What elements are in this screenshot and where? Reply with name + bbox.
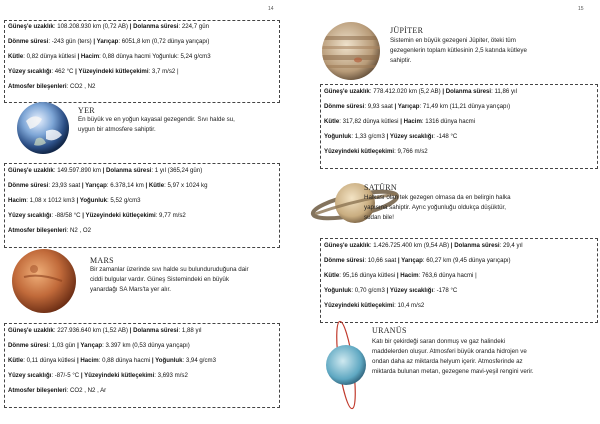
description-line: ondan daha az miktarda helyum içerir. Atmosferinde az <box>372 358 523 365</box>
fact-value: : 3,693 m/s2 <box>154 372 188 380</box>
fact-value: : -87/-5 °C <box>51 372 81 380</box>
fact-label: Atmosfer bileşenleri <box>8 387 67 395</box>
fact-label: Yoğunluk <box>324 133 352 141</box>
fact-label: Dönme süresi <box>8 38 49 46</box>
fact-label: | Yarıçap <box>77 342 103 350</box>
fact-label: | Yoğunluk <box>151 357 183 365</box>
fact-value: : CO2 , N2 <box>66 83 96 91</box>
right-page <box>300 0 600 424</box>
fact-value: : -148 °C <box>433 133 458 141</box>
jupiter-image <box>320 20 382 82</box>
fact-label: Atmosfer bileşenleri <box>8 227 67 235</box>
mars-description <box>90 265 249 295</box>
fact-value: : 462 °C <box>51 68 76 76</box>
fact-value: : 1.426.725.400 km (9,54 AB) <box>369 242 451 249</box>
description-line: yanardağı SA Mars'ta yer alır. <box>90 286 171 293</box>
fact-label: | Hacim <box>76 357 99 365</box>
description-line: uygun bir atmosfere sahiptir. <box>78 126 156 133</box>
fact-label: | Yarıçap <box>81 182 107 190</box>
fact-line <box>8 198 276 204</box>
fact-value: : 763,6 dünya hacmi | <box>418 272 477 280</box>
description-line: Bir zamanlar üzerinde sıvı halde su bulunduruduğuna dair <box>90 266 249 273</box>
description-line: miktarda bulunan metan, gezegene mavi-yeşil rengini verir. <box>372 368 534 375</box>
fact-label: Kütle <box>324 118 340 126</box>
fact-value: : 1316 dünya hacmi <box>421 118 476 126</box>
fact-label: | Dolanma süresi <box>129 327 179 334</box>
fact-label: Atmosfer bileşenleri <box>8 83 67 91</box>
fact-label: | Yüzeyindeki kütleçekimi <box>75 68 149 76</box>
fact-line <box>8 183 276 189</box>
fact-line <box>8 39 276 45</box>
fact-value: : CO2 , N2 , Ar <box>66 387 107 395</box>
fact-line <box>8 343 276 349</box>
fact-value: : -243 gün (ters) <box>48 38 94 46</box>
fact-label: | Yarıçap <box>394 103 420 111</box>
fact-line <box>8 168 276 174</box>
description-line: yapısına sahiptir. Ayrıc yoğunluğu oldukça düşüktür, <box>364 204 506 211</box>
fact-value: : 1,03 gün <box>48 342 78 350</box>
jupiter-title: JÜPİTER <box>390 26 424 35</box>
fact-label: | Hacim <box>77 53 100 61</box>
description-line: ciddi bulgular vardır. Güneş Sistemindeki en büyük <box>90 276 229 283</box>
fact-label: | Yüzeyindeki kütleçekimi <box>80 372 155 380</box>
fact-label: Kütle <box>8 357 24 365</box>
fact-value: : 9,77 m/s2 <box>155 212 186 220</box>
description-line: Halkası olan tek gezegen olmasa da en belirgin halka <box>364 194 511 201</box>
fact-label: Yoğunluk <box>324 287 352 295</box>
fact-line <box>8 388 276 394</box>
description-line: Katı bir çekirdeği saran donmuş ve gaz halindeki <box>372 338 506 345</box>
fact-line <box>8 328 276 334</box>
fact-value: : 71,49 km (11,21 dünya yarıçapı) <box>419 103 511 111</box>
fact-value: : 23,93 saat <box>48 182 82 190</box>
fact-label: | Yüzey sıcaklığı <box>386 287 434 295</box>
fact-value: : 3,94 g/cm3 <box>182 357 217 365</box>
fact-value: : 9,93 saat <box>364 103 395 111</box>
fact-value: : 0,88 dünya hacmi <box>98 357 152 365</box>
fact-value: : 95,16 dünya kütlesi <box>339 272 397 280</box>
earth-description <box>78 115 235 135</box>
fact-line <box>8 54 276 60</box>
venus-facts-box <box>4 20 280 103</box>
fact-label: | Yoğunluk <box>76 197 108 205</box>
fact-label: Hacim <box>8 197 27 205</box>
fact-label: Dönme süresi <box>8 182 49 190</box>
uranus-title: URANÜS <box>372 326 407 335</box>
saturn-description <box>364 193 511 223</box>
saturn-title: SATÜRN <box>364 183 397 192</box>
fact-line <box>8 228 276 234</box>
fact-value: : 9,766 m/s2 <box>394 148 428 156</box>
fact-label: Yüzey sıcaklığı <box>8 212 52 220</box>
fact-value: : 60,27 km (9,45 dünya yarıçapı) <box>422 257 511 265</box>
description-line: sudan bile! <box>364 214 394 221</box>
fact-line <box>8 84 276 90</box>
fact-label: Yüzeyindeki kütleçekimi <box>324 148 395 156</box>
fact-label: | Dolanma süresi <box>442 88 492 95</box>
fact-value: : 1,33 g/cm3 <box>351 133 387 141</box>
fact-value: : 317,82 dünya kütlesi <box>339 118 401 126</box>
fact-label: Kütle <box>8 53 24 61</box>
fact-label: Yüzey sıcaklığı <box>8 68 52 76</box>
earth-title: YER <box>78 106 95 115</box>
fact-label: Yüzeyindeki kütleçekimi <box>324 302 395 310</box>
fact-label: | Yarıçap <box>397 257 423 265</box>
mars-title: MARS <box>90 256 114 265</box>
page-number: 15 <box>578 6 584 12</box>
fact-label: | Hacim <box>396 272 419 280</box>
fact-value: : 5,52 g/cm3 <box>107 197 141 205</box>
fact-line <box>8 69 276 75</box>
fact-line <box>324 243 594 249</box>
earth-image <box>16 101 70 155</box>
fact-value: : -88/58 °C <box>51 212 83 220</box>
fact-value: : 108.208.930 km (0,72 AB) <box>53 23 130 30</box>
fact-value: : 1,88 yıl <box>178 327 202 334</box>
fact-label: | Yüzeyindeki kütleçekimi <box>82 212 156 220</box>
fact-value: : 1 yıl (365,24 gün) <box>151 167 203 174</box>
uranus-description <box>372 337 534 377</box>
description-line: Sistemin en büyük gezegeni Jüpiter, öteki tüm <box>390 37 516 44</box>
fact-line <box>8 24 276 30</box>
fact-line <box>8 358 276 364</box>
earth-facts-box <box>4 163 280 248</box>
fact-label: Güneş'e uzaklık <box>8 23 54 30</box>
description-line: sahiptir. <box>390 57 412 64</box>
fact-value: : N2 , O2 <box>66 227 91 235</box>
fact-value: : 3.397 km (0,53 dünya yarıçapı) <box>102 342 190 350</box>
fact-line <box>324 303 594 309</box>
fact-label: | Hacim <box>400 118 422 126</box>
fact-label: | Kütle <box>145 182 165 190</box>
fact-value: : 0,82 dünya kütlesi <box>23 53 78 61</box>
fact-value: : 224,7 gün <box>178 23 209 30</box>
fact-value: : 11,86 yıl <box>491 88 518 95</box>
fact-value: : 3,7 m/s2 | <box>148 68 179 76</box>
fact-label: | Yarıçap <box>93 38 119 46</box>
fact-label: Güneş'e uzaklık <box>8 327 54 334</box>
fact-label: | Dolanma süresi <box>129 23 179 30</box>
jupiter-facts-box <box>320 84 598 169</box>
description-line: En büyük ve en yoğun kayasal gezegendir. Sıvı halde su, <box>78 116 235 123</box>
fact-value: : 149.597.890 km <box>53 167 103 174</box>
fact-line <box>324 273 594 279</box>
fact-value: : 10,4 m/s2 <box>394 302 425 310</box>
fact-value: : -178 °C <box>433 287 458 295</box>
fact-label: Dönme süresi <box>8 342 49 350</box>
fact-value: : 227.936.640 km (1,52 AB) <box>53 327 130 334</box>
jupiter-description <box>390 36 527 66</box>
fact-value: : 29,4 yıl <box>499 242 523 249</box>
fact-label: Güneş'e uzaklık <box>324 242 370 249</box>
fact-label: | Yüzey sıcaklığı <box>386 133 434 141</box>
fact-value: : 10,66 saat <box>364 257 398 265</box>
page-number: 14 <box>268 6 274 12</box>
mars-facts-box <box>4 323 280 408</box>
fact-label: Yüzey sıcaklığı <box>8 372 52 380</box>
fact-value: : 1,08 x 1012 km3 <box>26 197 77 205</box>
uranus-image <box>318 318 374 412</box>
description-line: maddelerden oluşur. Atmosferi büyük oranda hidrojen ve <box>372 348 527 355</box>
fact-label: Kütle <box>324 272 340 280</box>
fact-line <box>324 134 594 140</box>
fact-label: | Dolanma süresi <box>450 242 500 249</box>
fact-label: Dönme süresi <box>324 257 365 265</box>
saturn-facts-box <box>320 238 598 323</box>
fact-value: : 5,97 x 1024 kg <box>164 182 208 190</box>
fact-line <box>8 213 276 219</box>
fact-value: : 0,70 g/cm3 <box>351 287 387 295</box>
fact-value: : 6.378,14 km <box>106 182 146 190</box>
fact-line <box>324 104 594 110</box>
fact-label: Güneş'e uzaklık <box>8 167 54 174</box>
fact-label: Güneş'e uzaklık <box>324 88 370 95</box>
fact-value: : 0,88 dünya hacmi Yoğunluk: 5,24 g/cm3 <box>99 53 211 61</box>
fact-label: Dönme süresi <box>324 103 365 111</box>
fact-line <box>324 258 594 264</box>
mars-image <box>10 247 78 315</box>
fact-value: : 778.412.020 km (5,2 AB) <box>369 88 443 95</box>
fact-line <box>324 119 594 125</box>
fact-value: : 6051,8 km (0,72 dünya yarıçapı) <box>118 38 210 46</box>
fact-label: | Dolanma süresi <box>102 167 152 174</box>
fact-line <box>324 288 594 294</box>
fact-line <box>324 149 594 155</box>
description-line: gezegenlerin toplam kütlesinin 2,5 katında kütleye <box>390 47 527 54</box>
fact-line <box>8 373 276 379</box>
fact-line <box>324 89 594 95</box>
fact-value: : 0,11 dünya kütlesi <box>23 357 77 365</box>
